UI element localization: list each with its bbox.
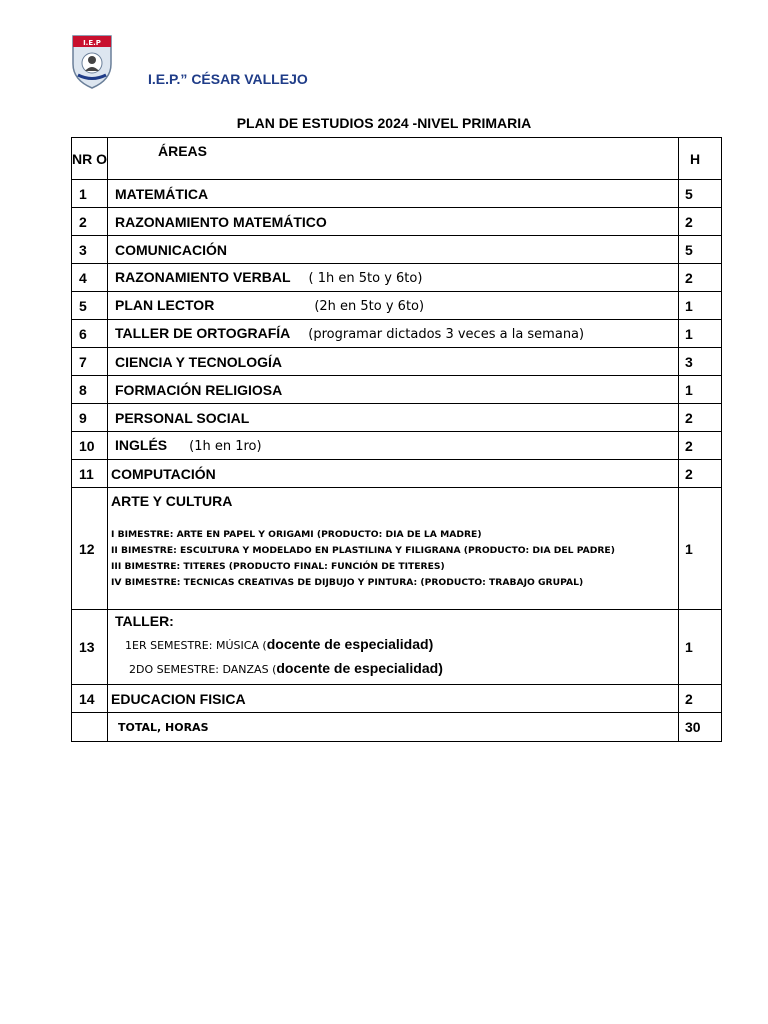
table-row [72,264,722,292]
table-row-arte [72,488,722,610]
area-name: INGLÉS [115,437,168,453]
area-note: (2h en 5to y 6to) [314,299,425,314]
area-name: FORMACIÓN RELIGIOSA [115,381,283,398]
area-name: RAZONAMIENTO VERBAL [115,269,291,285]
row-hours: 2 [679,685,722,713]
table-row [72,292,722,320]
table-row [72,208,722,236]
total-hours: 30 [679,713,722,742]
area-name: COMPUTACIÓN [111,465,216,482]
row-nr: 8 [72,376,108,404]
area-note: (programar dictados 3 veces a la semana) [308,327,585,342]
row-hours: 1 [679,320,722,348]
area-note: ( 1h en 5to y 6to) [308,271,423,286]
bimestre-1: I BIMESTRE: ARTE EN PAPEL Y ORIGAMI (PRODUCTO: DIA DE LA MADRE) [111,529,482,540]
row-nr: 1 [72,180,108,208]
area-name: MATEMÁTICA [115,185,209,202]
total-label: TOTAL, HORAS [108,713,679,742]
table-row [72,236,722,264]
row-hours: 2 [679,208,722,236]
study-plan-table [71,137,722,742]
taller-title: TALLER: [115,613,174,629]
table-row [72,180,722,208]
header-hours: H [679,138,722,180]
area-name: PERSONAL SOCIAL [115,409,250,426]
plan-title: PLAN DE ESTUDIOS 2024 -NIVEL PRIMARIA [236,115,532,131]
area-name: COMUNICACIÓN [115,241,227,258]
table-row-total [72,713,722,742]
school-logo [70,30,114,90]
row-hours: 2 [679,404,722,432]
table-row [72,460,722,488]
area-name: TALLER DE ORTOGRAFÍA [115,325,291,341]
row-hours: 5 [679,180,722,208]
area-name: EDUCACION FISICA [111,690,246,707]
bimestre-4: IV BIMESTRE: TECNICAS CREATIVAS DE DIJBUJO Y PINTURA: (PRODUCTO: TRABAJO GRUPAL) [111,577,584,588]
bimestre-3: III BIMESTRE: TITERES (PRODUCTO FINAL: FUNCIÓN DE TITERES) [111,561,445,572]
row-hours: 1 [679,488,722,610]
school-name: I.E.P.” CÉSAR VALLEJO [148,71,308,87]
header-nr: NR O [72,138,108,180]
row-nr: 14 [72,685,108,713]
semestre-2: 2DO SEMESTRE: DANZAS (docente de especialidad) [129,660,443,676]
header-areas: ÁREAS [108,138,679,180]
row-hours: 1 [679,292,722,320]
row-hours: 5 [679,236,722,264]
row-hours: 1 [679,376,722,404]
area-name: RAZONAMIENTO MATEMÁTICO [115,213,327,230]
table-row [72,320,722,348]
table-row [72,432,722,460]
arte-title: ARTE Y CULTURA [111,493,233,509]
area-name: PLAN LECTOR [115,297,215,313]
row-nr: 13 [72,610,108,685]
logo-text: I.E.P [83,39,101,47]
arte-cell [108,488,679,610]
taller-cell [108,610,679,685]
row-nr: 11 [72,460,108,488]
table-row [72,376,722,404]
table-row [72,348,722,376]
area-note: (1h en 1ro) [189,439,262,454]
row-hours: 1 [679,610,722,685]
row-nr: 2 [72,208,108,236]
row-nr: 7 [72,348,108,376]
row-hours: 2 [679,432,722,460]
row-hours: 2 [679,460,722,488]
table-row [72,404,722,432]
table-row-taller [72,610,722,685]
row-nr: 4 [72,264,108,292]
table-row-edfis [72,685,722,713]
row-hours: 3 [679,348,722,376]
row-nr: 6 [72,320,108,348]
row-nr: 12 [72,488,108,610]
table-header-row [72,138,722,180]
bimestre-2: II BIMESTRE: ESCULTURA Y MODELADO EN PLASTILINA Y FILIGRANA (PRODUCTO: DIA DEL PADRE) [111,545,615,556]
row-nr: 5 [72,292,108,320]
row-nr: 10 [72,432,108,460]
row-hours: 2 [679,264,722,292]
area-name: CIENCIA Y TECNOLOGÍA [115,353,282,370]
row-nr: 3 [72,236,108,264]
row-nr: 9 [72,404,108,432]
semestre-1: 1ER SEMESTRE: MÚSICA (docente de especialidad) [125,636,434,652]
